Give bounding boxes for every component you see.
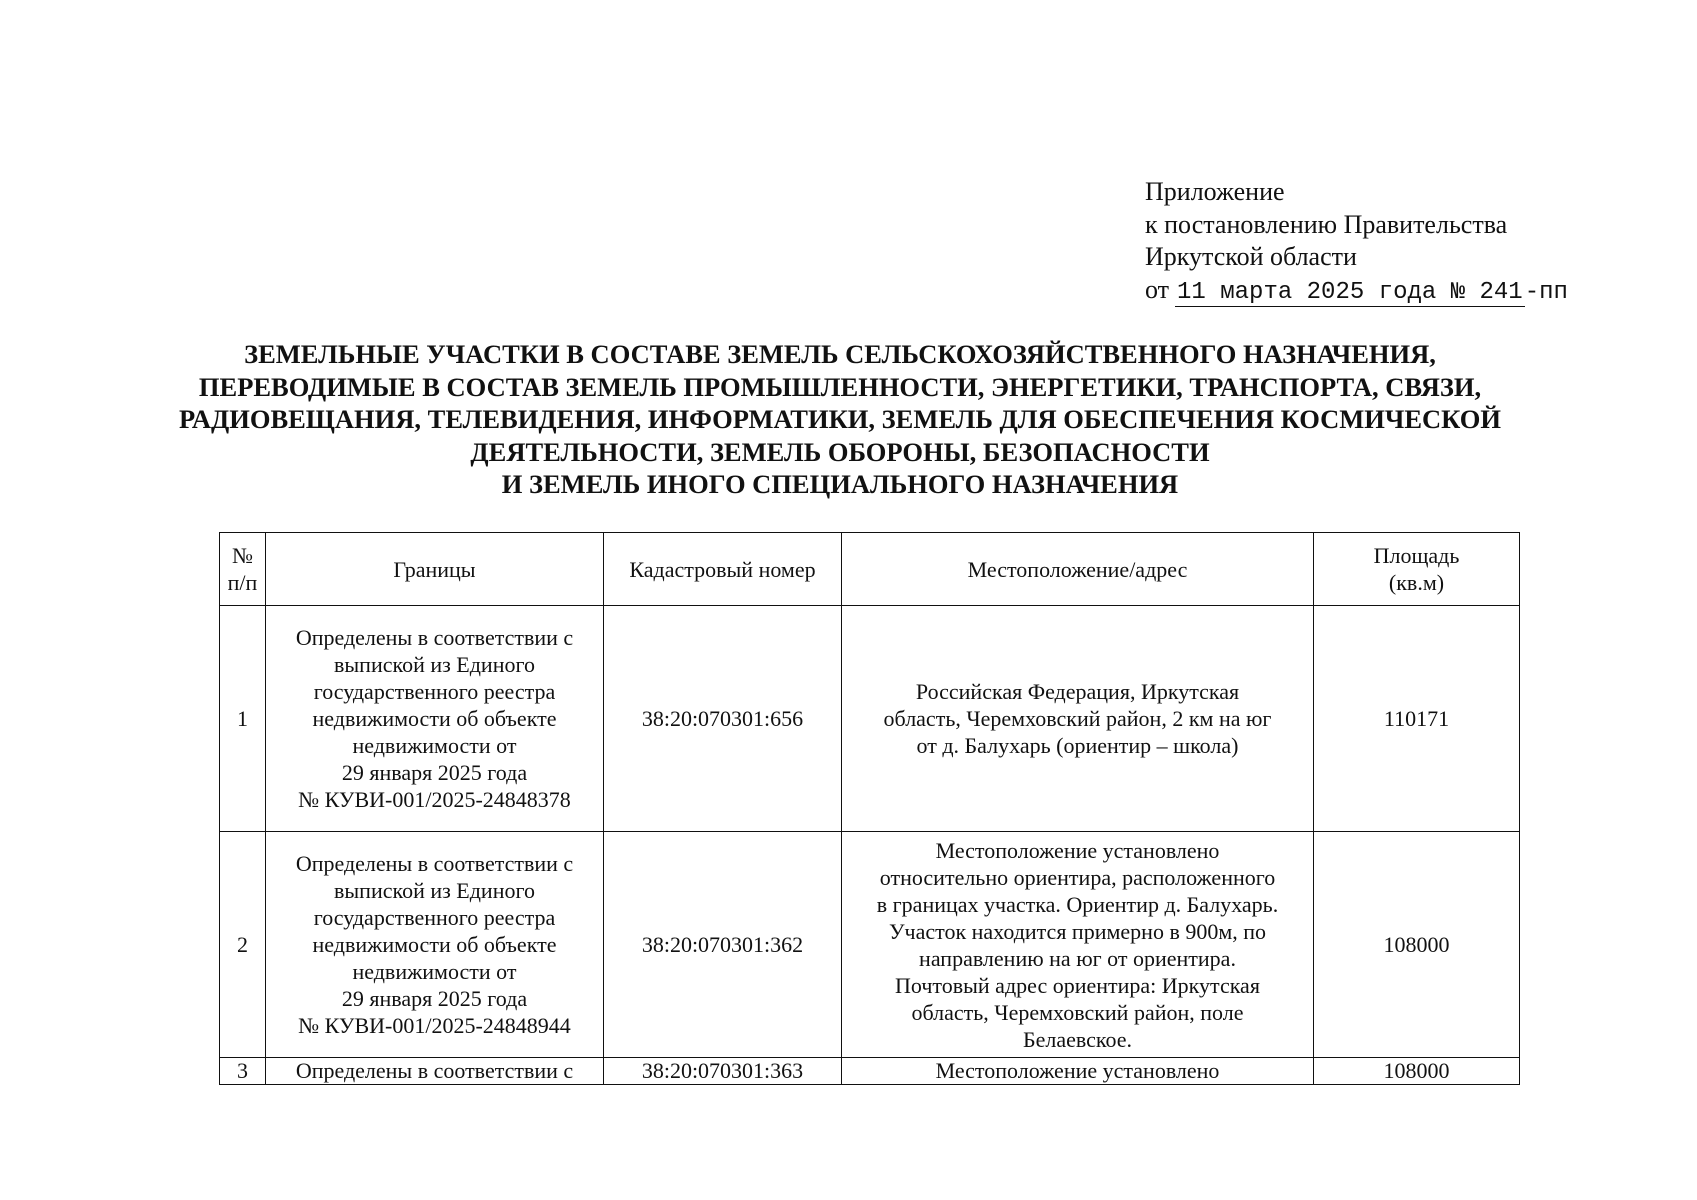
date-prefix: от [1145, 274, 1170, 304]
header-location: Местоположение/адрес [842, 533, 1314, 606]
date-suffix: -пп [1524, 278, 1568, 306]
cell-number: 3 [220, 1058, 266, 1085]
cell-borders: Определены в соответствии с выпиской из Единого государственного реестра недвижимости об объекте недвижимости от 29 января 2025 года № КУВИ-001/2025-24848944 [266, 832, 604, 1058]
date-value: 11 марта 2025 года № 241 [1177, 278, 1523, 306]
appendix-block [1145, 176, 1568, 309]
cell-number: 1 [220, 606, 266, 832]
table-header-row [220, 533, 1520, 606]
cell-number: 2 [220, 832, 266, 1058]
appendix-decree-line: к постановлению Правительства [1145, 209, 1508, 239]
title-line-3: РАДИОВЕЩАНИЯ, ТЕЛЕВИДЕНИЯ, ИНФОРМАТИКИ, ЗЕМЕЛЬ ДЛЯ ОБЕСПЕЧЕНИЯ КОСМИЧЕСКОЙ [179, 404, 1501, 434]
cell-borders: Определены в соответствии с [266, 1058, 604, 1085]
land-plots-table [219, 532, 1520, 1085]
cell-location: Местоположение установлено относительно ориентира, расположенного в границах участка. Ориентир д. Балухарь. Участок находится примерно в 900м, по направлению на юг от ориентира. Почтовый адрес ориентира: Иркутская область, Черемховский район, поле Белаевское. [842, 832, 1314, 1058]
header-borders: Границы [266, 533, 604, 606]
appendix-label: Приложение [1145, 177, 1285, 206]
cell-cadastral-number: 38:20:070301:363 [604, 1058, 842, 1085]
title-line-5: И ЗЕМЕЛЬ ИНОГО СПЕЦИАЛЬНОГО НАЗНАЧЕНИЯ [501, 469, 1179, 499]
cell-area: 108000 [1314, 832, 1520, 1058]
header-cadastral-number: Кадастровый номер [604, 533, 842, 606]
cell-area: 110171 [1314, 606, 1520, 832]
cell-cadastral-number: 38:20:070301:656 [604, 606, 842, 832]
cell-cadastral-number: 38:20:070301:362 [604, 832, 842, 1058]
header-area: Площадь (кв.м) [1314, 533, 1520, 606]
table-row [220, 1058, 1520, 1085]
appendix-region-line: Иркутской области [1145, 242, 1357, 271]
document-title [100, 338, 1580, 501]
land-plots-table-wrap [219, 532, 1520, 1085]
table-row [220, 832, 1520, 1058]
cell-area: 108000 [1314, 1058, 1520, 1085]
cell-location: Российская Федерация, Иркутская область, Черемховский район, 2 км на юг от д. Балухарь (ориентир – школа) [842, 606, 1314, 832]
table-row [220, 606, 1520, 832]
appendix-date-line [1145, 274, 1568, 310]
title-line-4: ДЕЯТЕЛЬНОСТИ, ЗЕМЕЛЬ ОБОРОНЫ, БЕЗОПАСНОСТИ [470, 436, 1210, 467]
title-line-1: ЗЕМЕЛЬНЫЕ УЧАСТКИ В СОСТАВЕ ЗЕМЕЛЬ СЕЛЬСКОХОЗЯЙСТВЕННОГО НАЗНАЧЕНИЯ, [244, 339, 1436, 369]
title-line-2: ПЕРЕВОДИМЫЕ В СОСТАВ ЗЕМЕЛЬ ПРОМЫШЛЕННОСТИ, ЭНЕРГЕТИКИ, ТРАНСПОРТА, СВЯЗИ, [198, 371, 1482, 402]
cell-location: Местоположение установлено [842, 1058, 1314, 1085]
header-number: № п/п [220, 533, 266, 606]
cell-borders: Определены в соответствии с выпиской из Единого государственного реестра недвижимости об объекте недвижимости от 29 января 2025 года № КУВИ-001/2025-24848378 [266, 606, 604, 832]
